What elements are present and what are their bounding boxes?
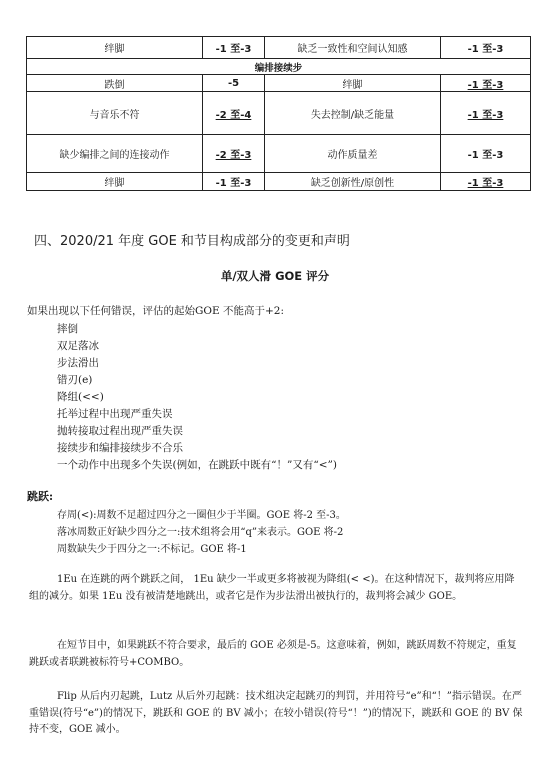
error-item: 错刃(e) [57, 374, 93, 386]
error-name-cell: 与音乐不符 [27, 92, 203, 135]
table-row [27, 173, 531, 191]
section-label: 编排接续步 [27, 59, 531, 75]
deduction-cell: -2 至-4 [203, 92, 265, 135]
goe-subtitle: 单/双人滑 GOE 评分 [220, 269, 330, 283]
table-row [27, 135, 531, 173]
error-item: 步法滑出 [57, 357, 99, 369]
table-row [27, 75, 531, 92]
error-name-cell: 绊脚 [27, 37, 203, 59]
error-name-cell: 失去控制/缺乏能量 [265, 92, 441, 135]
deduction-cell: -1 至-3 [441, 75, 531, 92]
deduction-cell: -1 至-3 [203, 37, 265, 59]
jump-rule-item: 存周(<):周数不足超过四分之一圈但少于半圈。GOE 将-2 至-3。 [57, 510, 346, 521]
deduction-cell: -2 至-3 [203, 135, 265, 173]
error-name-cell: 缺少编排之间的连接动作 [27, 135, 203, 173]
deduction-cell: -5 [203, 75, 265, 92]
paragraph-1eu: 1Eu 在连跳的两个跳跃之间， 1Eu 缺少一半或更多将被视为降组(< <)。在这种情况下，裁判将应用降组的减分。如果 1Eu 没有被清楚地跳出，或者它是作为步法滑出被执行的，裁判将会减少 GOE。 [29, 574, 515, 602]
error-name-cell: 绊脚 [265, 75, 441, 92]
error-name-cell: 缺乏创新性/原创性 [265, 173, 441, 191]
error-item: 双足落冰 [57, 340, 99, 352]
deduction-cell: -1 至-3 [441, 173, 531, 191]
deduction-cell: -1 至-3 [203, 173, 265, 191]
table-row [27, 37, 531, 59]
table-section-row [27, 59, 531, 75]
table-row [27, 92, 531, 135]
paragraph-short-program: 在短节目中，如果跳跃不符合要求，最后的 GOE 必须是-5。这意味着，例如，跳跃周数不符规定，重复跳跃或者联跳被标符号+COMBO。 [29, 640, 517, 668]
error-name-cell: 跌倒 [27, 75, 203, 92]
error-item: 一个动作中出现多个失误(例如，在跳跃中既有“！”又有“<”) [57, 459, 337, 471]
error-name-cell: 缺乏一致性和空间认知感 [265, 37, 441, 59]
jump-rule-item: 周数缺失少于四分之一:不标记。GOE 将-1 [57, 544, 247, 555]
deduction-cell: -1 至-3 [441, 135, 531, 173]
paragraph-edge: Flip 从后内刃起跳，Lutz 从后外刃起跳：技术组决定起跳刃的判罚，并用符号“e”和“！”指示错误。在严重错误(符号“e”)的情况下，跳跃和 GOE 的 BV 减小；在较小错误(符号“！”)的情况下，跳跃和 GOE 的 BV 保持不变，GOE 减小。 [29, 691, 523, 735]
error-item: 摔倒 [57, 323, 78, 335]
section-title: 四、2020/21 年度 GOE 和节目构成部分的变更和声明 [34, 234, 350, 249]
intro-text: 如果出现以下任何错误，评估的起始GOE 不能高于+2: [27, 305, 285, 317]
deduction-cell: -1 至-3 [441, 37, 531, 59]
error-item: 托举过程中出现严重失误 [57, 408, 173, 420]
deduction-cell: -1 至-3 [441, 92, 531, 135]
jump-rule-item: 落冰周数正好缺少四分之一:技术组将会用“q”来表示。GOE 将-2 [57, 527, 344, 538]
error-name-cell: 绊脚 [27, 173, 203, 191]
deduction-table [26, 36, 531, 191]
error-item: 接续步和编排接续步不合乐 [57, 442, 183, 454]
error-item: 抛转接取过程出现严重失误 [57, 425, 183, 437]
error-name-cell: 动作质量差 [265, 135, 441, 173]
error-item: 降组(<<) [57, 391, 104, 403]
jumps-heading: 跳跃: [27, 490, 54, 503]
